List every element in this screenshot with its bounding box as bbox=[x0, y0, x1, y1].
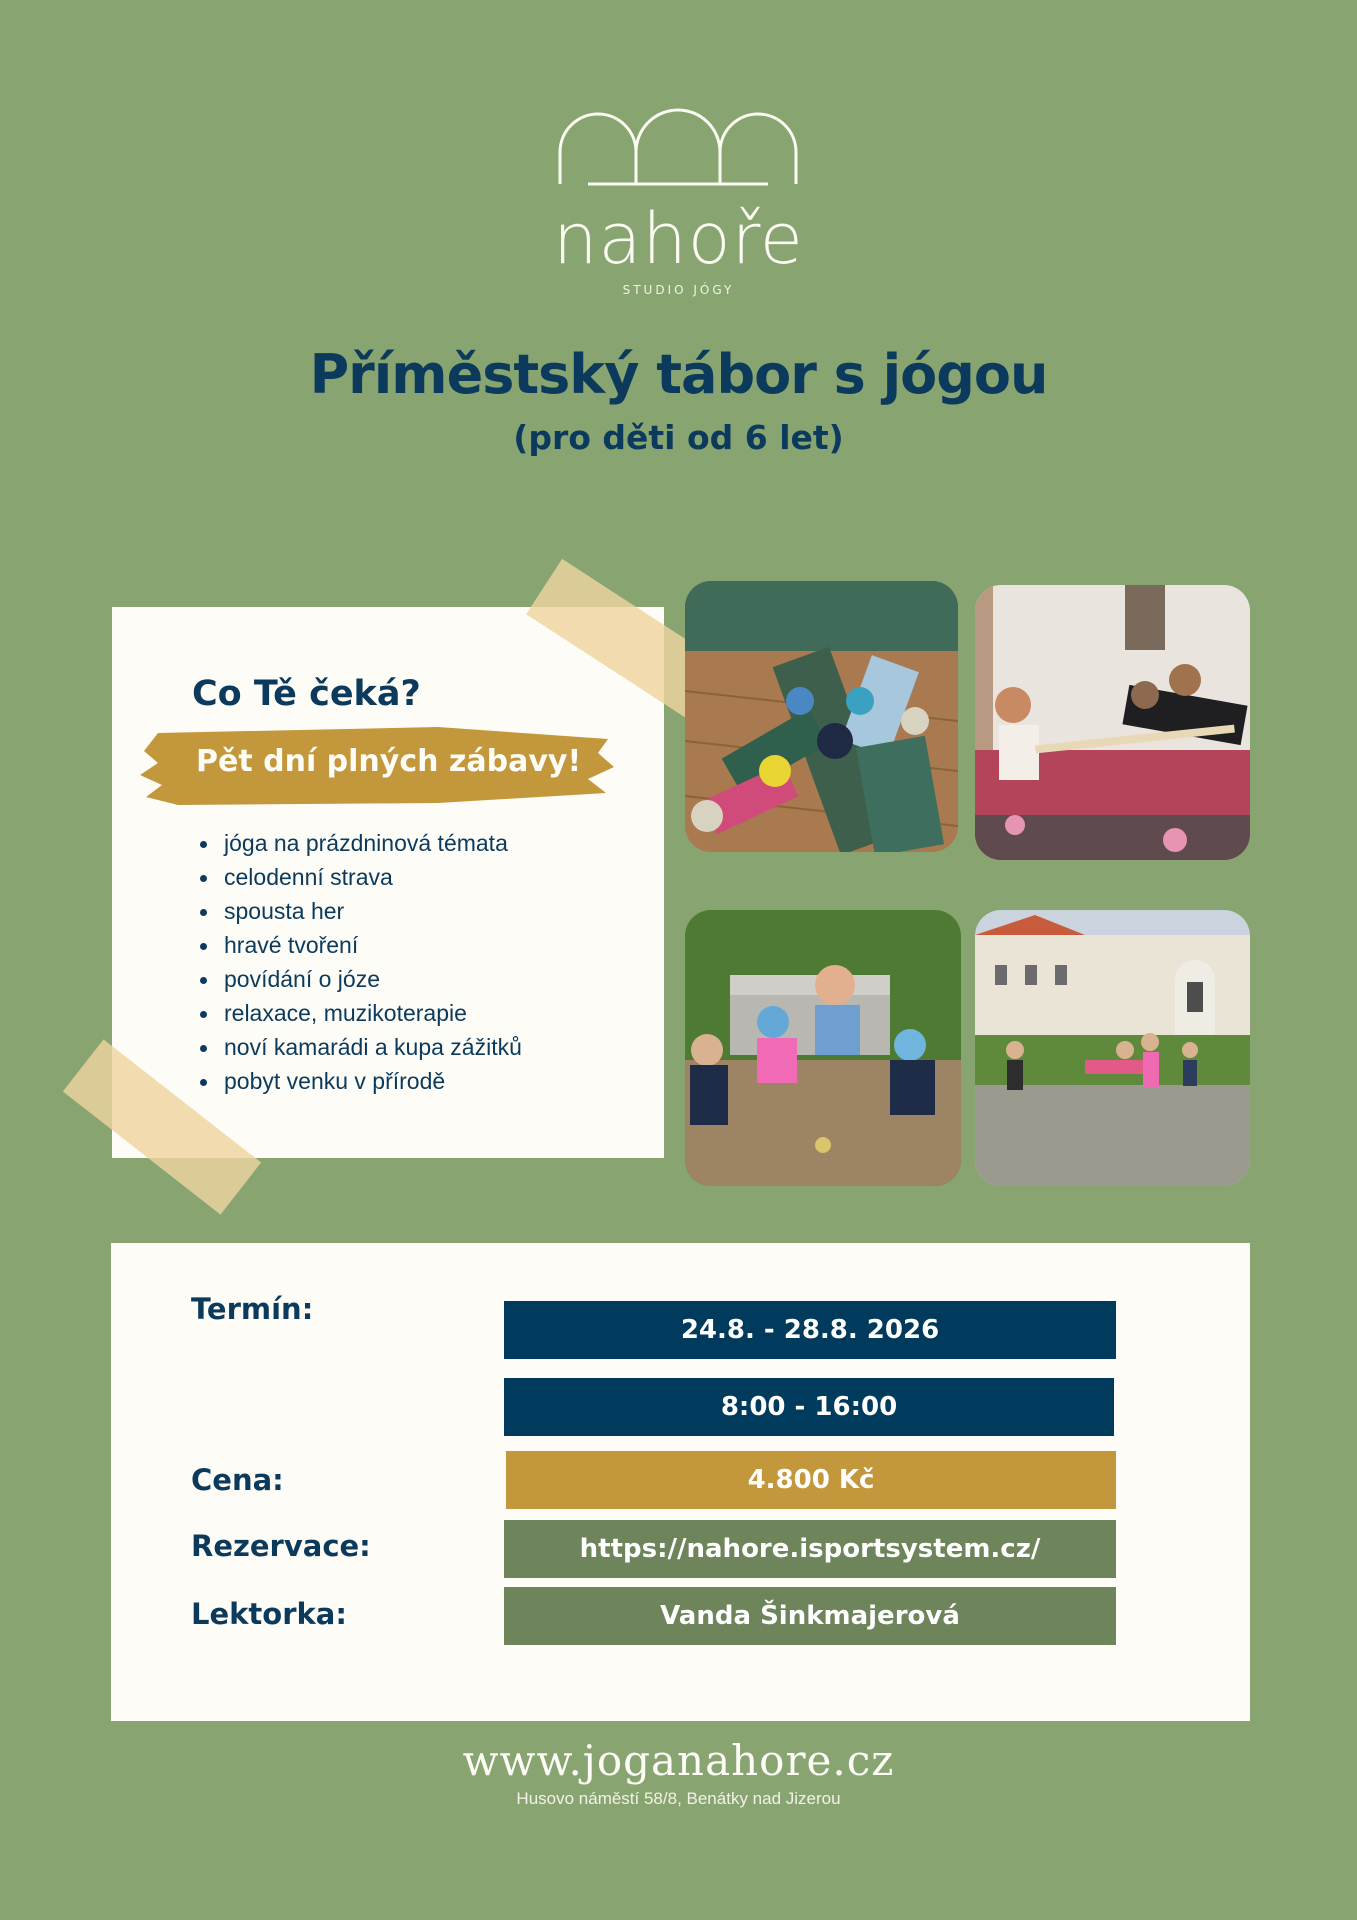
list-item: hravé tvoření bbox=[200, 928, 522, 962]
offer-heading: Co Tě čeká? bbox=[192, 674, 421, 714]
photo-yoga-straps bbox=[975, 585, 1250, 860]
list-item: noví kamarádi a kupa zážitků bbox=[200, 1030, 522, 1064]
booking-label: Rezervace: bbox=[191, 1529, 371, 1563]
photo-kids-outside bbox=[685, 910, 961, 1186]
logo-tagline: STUDIO JÓGY bbox=[622, 283, 735, 297]
logo-wordmark: nahoře bbox=[553, 198, 804, 280]
arches-logo-icon bbox=[556, 108, 800, 188]
page-title: Příměstský tábor s jógou bbox=[309, 343, 1048, 406]
price-bar: 4.800 Kč bbox=[506, 1451, 1116, 1509]
list-item: jóga na prázdninová témata bbox=[200, 826, 522, 860]
hours-bar: 8:00 - 16:00 bbox=[504, 1378, 1114, 1436]
term-label: Termín: bbox=[191, 1292, 314, 1326]
list-item: povídání o józe bbox=[200, 962, 522, 996]
offer-highlight: Pět dní plných zábavy! bbox=[196, 744, 582, 779]
booking-link[interactable]: https://nahore.isportsystem.cz/ bbox=[504, 1520, 1116, 1578]
page-subtitle: (pro děti od 6 let) bbox=[513, 418, 844, 457]
dates-bar: 24.8. - 28.8. 2026 bbox=[504, 1301, 1116, 1359]
price-label: Cena: bbox=[191, 1463, 284, 1497]
list-item: relaxace, muzikoterapie bbox=[200, 996, 522, 1030]
list-item: spousta her bbox=[200, 894, 522, 928]
list-item: pobyt venku v přírodě bbox=[200, 1064, 522, 1098]
offer-list bbox=[200, 826, 522, 1098]
teacher-label: Lektorka: bbox=[191, 1597, 347, 1631]
address: Husovo náměstí 58/8, Benátky nad Jizerou bbox=[516, 1789, 841, 1808]
photo-kids-castle bbox=[975, 910, 1250, 1186]
list-item: celodenní strava bbox=[200, 860, 522, 894]
photo-yoga-floor bbox=[685, 581, 958, 852]
teacher-bar: Vanda Šinkmajerová bbox=[504, 1587, 1116, 1645]
website-link[interactable]: www.joganahore.cz bbox=[462, 1736, 895, 1785]
